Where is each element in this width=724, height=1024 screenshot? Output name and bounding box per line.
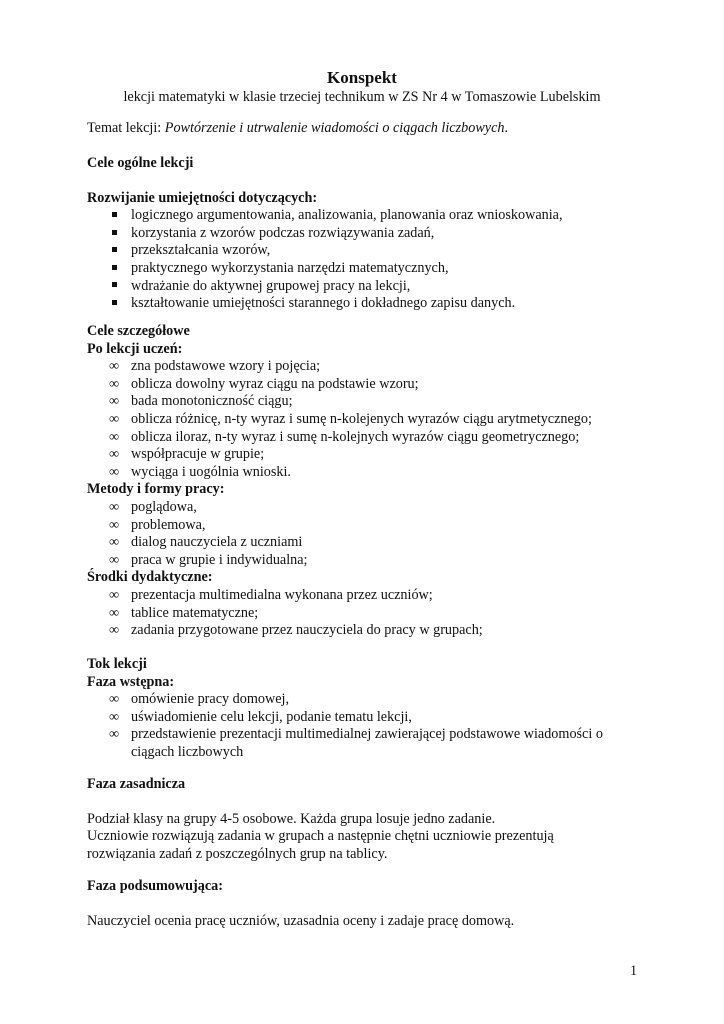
list-item: ∞ poglądowa,: [87, 499, 647, 517]
square-bullet-icon: [106, 225, 122, 243]
list-item: ∞ oblicza dowolny wyraz ciągu na podstawie wzoru;: [87, 376, 647, 394]
infinity-bullet-icon: ∞: [108, 726, 120, 743]
detailed-goals-heading: Cele szczegółowe: [87, 323, 190, 339]
infinity-bullet-icon: ∞: [108, 358, 120, 375]
list-item: ∞ przedstawienie prezentacji multimedialnej zawierającej podstawowe wiadomości o ciągach liczbowych: [87, 726, 619, 761]
detailed-goals-list: [87, 358, 647, 481]
topic-end: .: [504, 120, 509, 136]
general-goals-subheading: Rozwijanie umiejętności dotyczących:: [87, 189, 318, 206]
summary-phase-text: Nauczyciel ocenia pracę uczniów, uzasadnia oceny i zadaje pracę domową.: [87, 912, 515, 929]
list-item: logicznego argumentowania, analizowania, planowania oraz wnioskowania,: [87, 207, 647, 225]
square-bullet-icon: [106, 295, 122, 313]
list-item: ∞ dialog nauczyciela z uczniami: [87, 534, 647, 552]
list-item: przekształcania wzorów,: [87, 242, 647, 260]
document-title: Konspekt: [327, 68, 397, 87]
list-item: wdrażanie do aktywnej grupowej pracy na lekcji,: [87, 278, 647, 296]
list-item: ∞ praca w grupie i indywidualna;: [87, 552, 647, 570]
list-item: ∞ oblicza iloraz, n-ty wyraz i sumę n-kolejnych wyrazów ciągu geometrycznego;: [87, 429, 647, 447]
main-phase-line: rozwiązania zadań z poszczególnych grup na tablicy.: [87, 845, 388, 862]
list-item: korzystania z wzorów podczas rozwiązywania zadań,: [87, 225, 647, 243]
general-goals-section: [87, 155, 647, 313]
list-item: ∞ tablice matematyczne;: [87, 605, 647, 623]
main-phase-line: Podział klasy na grupy 4-5 osobowe. Każda grupa losuje jedno zadanie.: [87, 810, 496, 827]
methods-heading: Metody i formy pracy:: [87, 481, 225, 498]
list-item: ∞ wyciąga i uogólnia wnioski.: [87, 464, 647, 482]
document-subtitle: lekcji matematyki w klasie trzeciej technikum w ZS Nr 4 w Tomaszowie Lubelskim: [123, 89, 601, 105]
list-item: ∞ zadania przygotowane przez nauczyciela do pracy w grupach;: [87, 622, 647, 640]
square-bullet-icon: [106, 260, 122, 278]
page-number: 1: [630, 963, 638, 979]
main-phase-line: Uczniowie rozwiązują zadania w grupach a następnie chętni uczniowie prezentują: [87, 828, 554, 845]
summary-phase-heading: Faza podsumowująca:: [87, 878, 223, 894]
infinity-bullet-icon: ∞: [108, 498, 120, 515]
resources-heading: Środki dydaktyczne:: [87, 569, 213, 586]
infinity-bullet-icon: ∞: [108, 622, 120, 639]
list-item: praktycznego wykorzystania narzędzi matematycznych,: [87, 260, 647, 278]
square-bullet-icon: [106, 278, 122, 296]
lesson-flow-section: [87, 656, 647, 762]
methods-list: [87, 499, 647, 569]
list-item: ∞ uświadomienie celu lekcji, podanie tematu lekcji,: [87, 709, 647, 727]
topic-value: Powtórzenie i utrwalenie wiadomości o ciągach liczbowych: [164, 120, 505, 136]
infinity-bullet-icon: ∞: [108, 375, 120, 392]
main-phase-heading: Faza zasadnicza: [87, 776, 186, 792]
infinity-bullet-icon: ∞: [108, 463, 120, 480]
infinity-bullet-icon: ∞: [108, 446, 120, 463]
detailed-goals-section: [87, 323, 647, 640]
list-item: kształtowanie umiejętności starannego i dokładnego zapisu danych.: [87, 295, 647, 313]
infinity-bullet-icon: ∞: [108, 586, 120, 603]
list-item: ∞ zna podstawowe wzory i pojęcia;: [87, 358, 647, 376]
infinity-bullet-icon: ∞: [108, 410, 120, 427]
square-bullet-icon: [106, 207, 122, 225]
square-bullet-icon: [106, 242, 122, 260]
infinity-bullet-icon: ∞: [108, 708, 120, 725]
infinity-bullet-icon: ∞: [108, 534, 120, 551]
topic-label: Temat lekcji:: [87, 120, 165, 136]
infinity-bullet-icon: ∞: [108, 393, 120, 410]
resources-list: [87, 587, 647, 640]
list-item: ∞ współpracuje w grupie;: [87, 446, 647, 464]
infinity-bullet-icon: ∞: [108, 691, 120, 708]
list-item: ∞ prezentacja multimedialna wykonana przez uczniów;: [87, 587, 647, 605]
list-item: ∞ omówienie pracy domowej,: [87, 691, 647, 709]
list-item: ∞ problemowa,: [87, 517, 647, 535]
intro-phase-list: [87, 691, 647, 761]
infinity-bullet-icon: ∞: [108, 428, 120, 445]
summary-phase-section: [87, 878, 647, 930]
list-item: ∞ bada monotoniczność ciągu;: [87, 393, 647, 411]
general-goals-heading: Cele ogólne lekcji: [87, 155, 194, 171]
intro-phase-heading: Faza wstępna:: [87, 673, 175, 690]
infinity-bullet-icon: ∞: [108, 516, 120, 533]
detailed-goals-subheading: Po lekcji uczeń:: [87, 340, 183, 357]
general-goals-list: [87, 207, 647, 313]
topic-line: [87, 120, 647, 138]
infinity-bullet-icon: ∞: [108, 604, 120, 621]
lesson-flow-heading: Tok lekcji: [87, 656, 147, 672]
list-item: ∞ oblicza różnicę, n-ty wyraz i sumę n-kolejenych wyrazów ciągu arytmetycznego;: [87, 411, 647, 429]
infinity-bullet-icon: ∞: [108, 551, 120, 568]
main-phase-section: [87, 776, 647, 863]
